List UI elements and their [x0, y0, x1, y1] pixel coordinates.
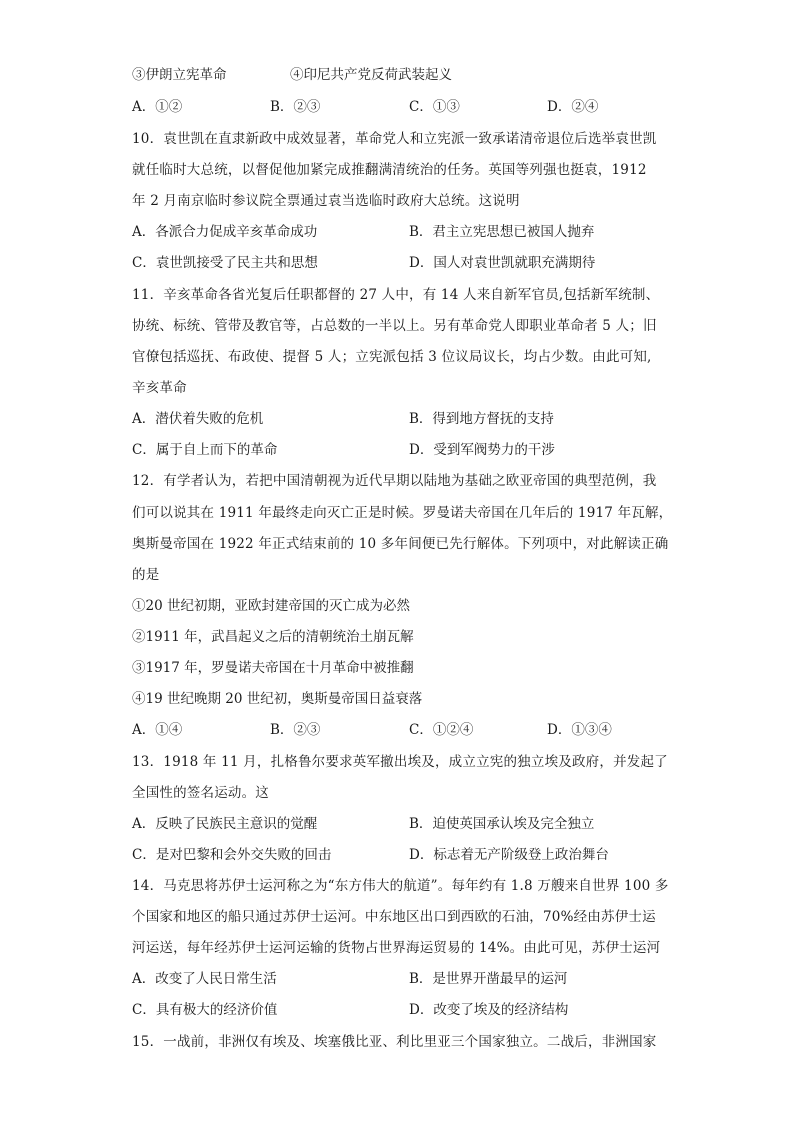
q12-item-1: ①20 世纪初期，亚欧封建帝国的灭亡成为必然	[132, 598, 410, 614]
q9-item-4: ④印尼共产党反荷武装起义	[290, 67, 452, 83]
q11-option-c: C．属于自上而下的革命	[132, 442, 278, 458]
q12-stem-line: 12．有学者认为，若把中国清朝视为近代早期以陆地为基础之欧亚帝国的典型范例，我	[132, 473, 657, 489]
q10-stem-line: 10．袁世凯在直隶新政中成效显著，革命党人和立宪派一致承诺清帝退位后选举袁世凯	[132, 131, 657, 147]
q12-stem-line: 们可以说其在 1911 年最终走向灭亡正是时候。罗曼诺夫帝国在几年后的 1917 年瓦解，	[132, 505, 673, 521]
q13-option-b: B．迫使英国承认埃及完全独立	[409, 816, 595, 832]
q10-option-d: D．国人对袁世凯就职充满期待	[409, 255, 596, 271]
q10-option-c: C．袁世凯接受了民主共和思想	[132, 255, 318, 271]
q14-stem-line: 14．马克思将苏伊士运河称之为“东方伟大的航道”。每年约有 1.8 万艘来自世界 100 多	[132, 878, 669, 894]
q11-option-a: A．潜伏着失败的危机	[132, 411, 264, 427]
q9-option-c: C．①③	[409, 99, 460, 115]
q12-option-b: B．②③	[270, 722, 321, 738]
q12-stem-line: 奥斯曼帝国在 1922 年正式结束前的 10 多年间便已先行解体。下列项中，对此解读正确	[132, 536, 669, 552]
q11-stem-line: 协统、标统、管带及教官等，占总数的一半以上。另有革命党人即职业革命者 5 人；旧	[132, 318, 657, 334]
q9-option-a: A．①②	[132, 99, 183, 115]
q14-option-a: A．改变了人民日常生活	[132, 971, 277, 987]
q12-option-a: A．①④	[132, 722, 183, 738]
q9-option-d: D．②④	[547, 99, 599, 115]
q10-stem-line: 就任临时大总统，以督促他加紧完成推翻满清统治的任务。英国等列强也挺袁，1912	[132, 162, 647, 178]
q15-stem-line: 15．一战前，非洲仅有埃及、埃塞俄比亚、利比里亚三个国家独立。二战后，非洲国家	[132, 1034, 657, 1050]
q11-stem-line: 官僚包括巡抚、布政使、提督 5 人；立宪派包括 3 位议局议长，均占少数。由此可知,	[132, 349, 652, 365]
q10-option-a: A．各派合力促成辛亥革命成功	[132, 224, 318, 240]
q14-stem-line: 河运送，每年经苏伊士运河运输的货物占世界海运贸易的 14%。由此可见，苏伊士运河	[132, 940, 661, 956]
q11-option-d: D．受到军阀势力的干涉	[409, 442, 555, 458]
q11-stem-line: 11．辛亥革命各省光复后任职都督的 27 人中，有 14 人来自新军官员,包括新军统制、	[132, 287, 660, 303]
q13-option-a: A．反映了民族民主意识的觉醒	[132, 816, 318, 832]
q14-option-b: B．是世界开凿最早的运河	[409, 971, 568, 987]
q12-item-3: ③1917 年，罗曼诺夫帝国在十月革命中被推翻	[132, 660, 414, 676]
q12-option-d: D．①③④	[547, 722, 612, 738]
q11-option-b: B．得到地方督抚的支持	[409, 411, 554, 427]
q10-stem-line: 年 2 月南京临时参议院全票通过袁当选临时政府大总统。这说明	[132, 193, 520, 209]
q12-item-2: ②1911 年，武昌起义之后的清朝统治土崩瓦解	[132, 629, 414, 645]
q9-item-3: ③伊朗立宪革命	[132, 67, 227, 83]
q13-option-d: D．标志着无产阶级登上政治舞台	[409, 847, 609, 863]
q13-option-c: C．是对巴黎和会外交失败的回击	[132, 847, 332, 863]
q9-option-b: B．②③	[270, 99, 321, 115]
q14-stem-line: 个国家和地区的船只通过苏伊士运河。中东地区出口到西欧的石油，70%经由苏伊士运	[132, 909, 656, 925]
q14-option-d: D．改变了埃及的经济结构	[409, 1002, 569, 1018]
q14-option-c: C．具有极大的经济价值	[132, 1002, 278, 1018]
q11-stem-line: 辛亥革命	[132, 380, 187, 396]
q13-stem-line: 13．1918 年 11 月，扎格鲁尔要求英军撤出埃及，成立立宪的独立埃及政府，并发起了	[132, 754, 668, 770]
q13-stem-line: 全国性的签名运动。这	[132, 785, 269, 801]
q12-item-4: ④19 世纪晚期 20 世纪初，奥斯曼帝国日益衰落	[132, 691, 423, 707]
q12-option-c: C．①②④	[409, 722, 474, 738]
q12-stem-line: 的是	[132, 567, 160, 583]
q10-option-b: B．君主立宪思想已被国人抛弃	[409, 224, 595, 240]
